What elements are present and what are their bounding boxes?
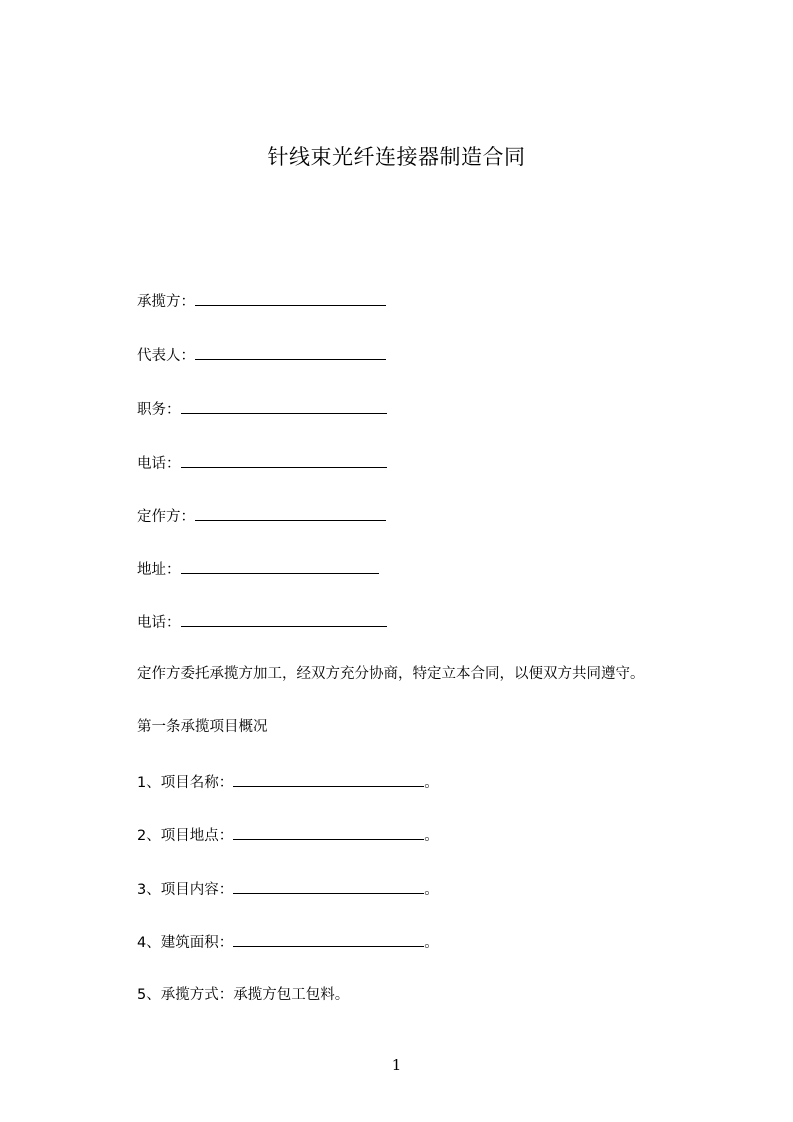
representative-blank[interactable] [195, 344, 386, 360]
item-label: 3、项目内容： [137, 882, 234, 898]
item-end: 。 [424, 775, 439, 791]
orderer-label: 定作方： [137, 509, 195, 525]
document-title: 针线束光纤连接器制造合同 [267, 145, 526, 169]
project-content-blank[interactable] [233, 878, 424, 894]
position-blank[interactable] [181, 398, 387, 414]
building-area-blank[interactable] [233, 931, 424, 947]
contractor-line [137, 290, 386, 310]
address-line [137, 558, 379, 578]
phone-line-1 [137, 452, 387, 472]
phone-line-2 [137, 611, 387, 631]
representative-label: 代表人： [137, 348, 195, 364]
item-end: 。 [424, 828, 439, 844]
orderer-line [137, 505, 386, 525]
article-1-heading: 第一条承揽项目概况 [137, 719, 268, 735]
item-project-location [137, 824, 439, 844]
item-end: 。 [424, 882, 439, 898]
project-location-blank[interactable] [233, 824, 424, 840]
phone-label-1: 电话： [137, 456, 181, 472]
item-building-area [137, 931, 439, 951]
position-label: 职务： [137, 402, 181, 418]
project-name-blank[interactable] [233, 771, 424, 787]
item-label: 2、项目地点： [137, 828, 234, 844]
phone-label-2: 电话： [137, 615, 181, 631]
address-label: 地址： [137, 562, 181, 578]
item-label: 4、建筑面积： [137, 935, 234, 951]
orderer-blank[interactable] [195, 505, 386, 521]
phone-blank-2[interactable] [181, 611, 387, 627]
intro-paragraph: 定作方委托承揽方加工，经双方充分协商，特定立本合同，以便双方共同遵守。 [137, 666, 645, 682]
contractor-blank[interactable] [195, 290, 386, 306]
item-project-name [137, 771, 439, 791]
phone-blank-1[interactable] [181, 452, 387, 468]
item-label: 1、项目名称： [137, 775, 234, 791]
item-project-content [137, 878, 439, 898]
address-blank[interactable] [181, 558, 379, 574]
position-line [137, 398, 387, 418]
item-contract-method: 5、承揽方式：承揽方包工包料。 [137, 987, 350, 1003]
page-number: 1 [391, 1056, 402, 1074]
representative-line [137, 344, 386, 364]
contractor-label: 承揽方： [137, 294, 195, 310]
item-end: 。 [424, 935, 439, 951]
